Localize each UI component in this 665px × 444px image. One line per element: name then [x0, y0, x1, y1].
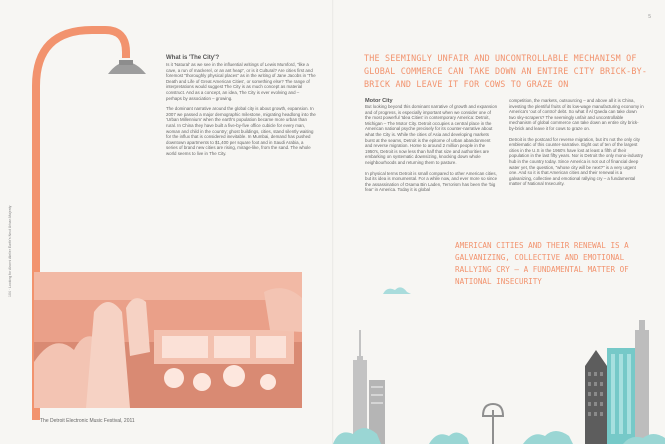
festival-photo-image: [34, 272, 302, 408]
left-body-column: [166, 62, 316, 162]
right-body-column-2: [509, 98, 644, 192]
festival-photo: [34, 272, 302, 408]
headline-quote: THE SEEMINGLY UNFAIR AND UNCONTROLLABLE MECHANISM OF GLOBAL COMMERCE CAN TAKE DOWN AN ENTIRE CITY BRICK-BY-BRICK AND LEAVE IT FOR COWS TO GRAZE ON: [364, 53, 648, 89]
photo-caption: The Detroit Electronic Music Festival, 2011: [40, 418, 135, 424]
cloud-icon: [383, 287, 411, 294]
motor-city-heading: Motor City: [365, 98, 393, 104]
pull-quote: AMERICAN CITIES AND THEIR RENEWAL IS A GALVANIZING, COLLECTIVE AND EMOTIONAL RALLYING CRY – A FUNDAMENTAL MATTER OF NATIONAL INSECURITY: [455, 241, 629, 286]
right-col2-paragraph-2: Detroit is the postcard for reverse migration, but it's not the only city emblematic of this counter-narrative. Eight out of ten of the largest cities in the U.S in the 1960's have lost at least a fifth of their population in the last fifty years. Nor is Detroit the only mono-industry hub in the country today. Since America is not out of financial deep water yet, the question, "whose city will be next?" is a very urgent one. And so it is that American cities and their renewal is a galvanizing, collective and emotional rallying cry – a fundamental matter of National Insecurity.: [509, 136, 643, 187]
right-col2-paragraph-1: competition, the markets, outsourcing – and above all it is China, investing the plentiful fruits of its low-wage manufacturing economy in America's 'out of control' debt. So what if Al Qaeda can take down two sky-scrapers? The seemingly unfair and uncontrollable mechanism of global commerce can take down an entire city brick-by-brick and leave it for cows to graze on.: [509, 98, 644, 131]
side-credit-text: 104 · Looking for Ahorni Atelier Earth's Next Urban Majesty: [8, 205, 12, 297]
right-col1-paragraph-2: In physical terms Detroit is small compared to other American cities, but its idea is monumental. For a while now, and ever more so since the assassination of Osama Bin Laden, Terrorism has been the 'big fear' in America. Today it is global: [365, 170, 498, 193]
cityscape-illustration: [333, 270, 665, 444]
page-number: 5: [648, 14, 651, 20]
left-paragraph-2: The dominant narrative around the global city is about growth, expansion. In 2007 we passed a major demographic milestone, migrating headlong into the 'Urban Millennium' when the earth's population became more urban than rural. In China they have built a five-by-five office cubicle for every man, woman and child in the country; ghost buildings, cities, stand silently waiting for the influx that is considered inevitable. In Mumbai, demand has pushed downtown apartments to $1,400 per square foot and in Saudi Arabia, a series of brand new cities are rising, mirage-like, from the sand. The whole world seems to live in The City.: [166, 106, 316, 156]
left-paragraph-1: Is it 'Natural' as we see in the influential writings of Lewis Mumford, "like a cave, a run of mackerel, or an ant heap", or is it Cultural? Are cities first and foremost "thoroughly physical places" as in the writing of Jane Jacobs in 'The Death and Life of Great American Cities', or something else? The range of interpretations would suggest The City is as much concept as material construct. And as a concept, an idea, The City is ever evolving and – perhaps by association – growing.: [166, 62, 316, 101]
right-col1-paragraph-1: But looking beyond this dominant narrative of growth and expansion and of progress, is especially important when we consider one of the most powerful 'Idea Cities' in contemporary America: Detroit, Michigan – The Motor City. Detroit occupies a central place in the American national psyche precisely for its counter-narrative about what the City is. While the cities of Asia and developing markets burst at the seams, Detroit is the epitome of urban abandonment and reverse migration. Home to around 2 million people in the 1950's, Detroit is now less than half that size and authorities are embarking on systematic downsizing, knocking down whole neighbourhoods and returning them to pasture.: [365, 104, 498, 165]
left-heading: What is 'The City'?: [166, 55, 220, 61]
right-body-column-1: [365, 104, 498, 198]
